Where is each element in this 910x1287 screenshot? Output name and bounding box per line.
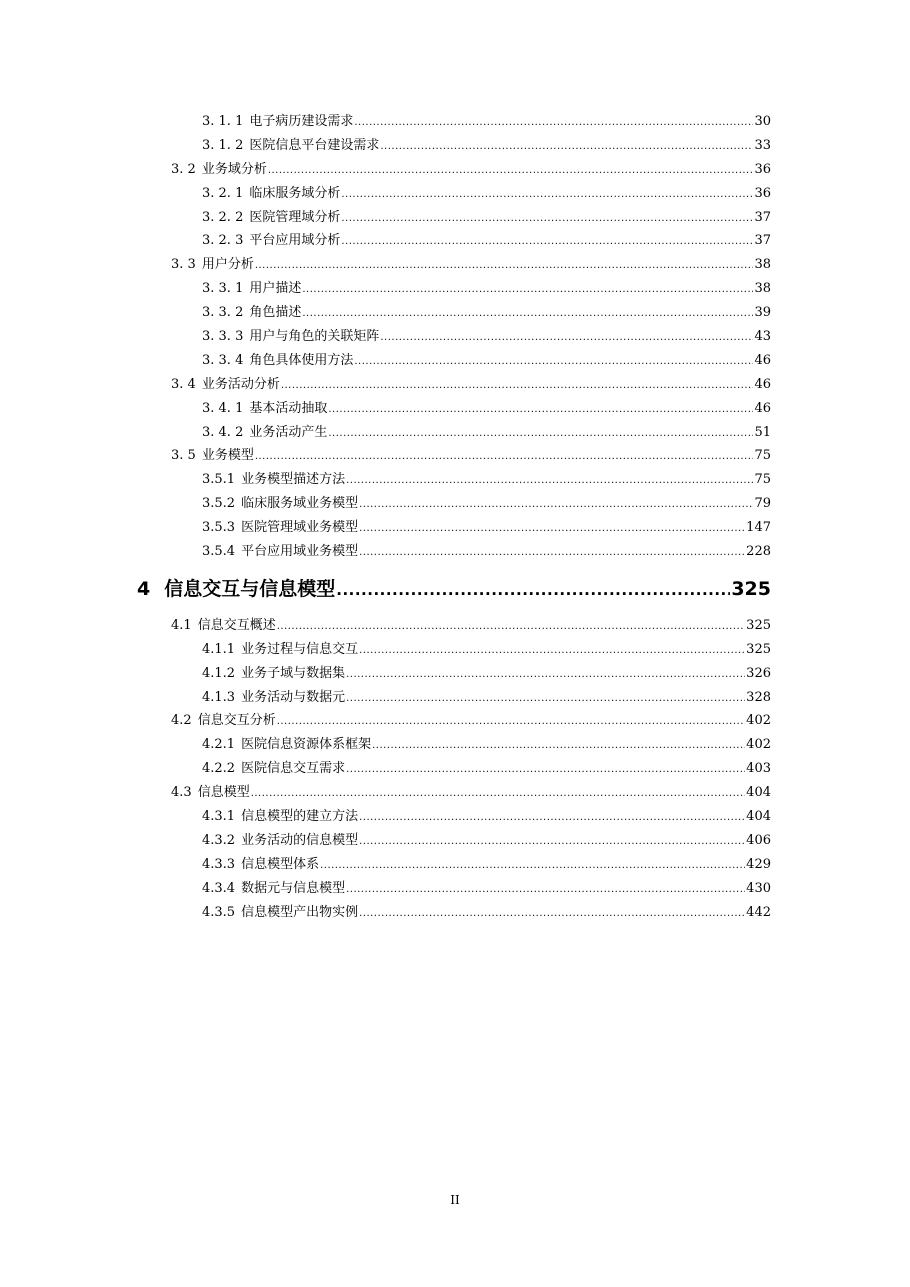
toc-entry-title: 业务活动产生 — [249, 424, 328, 440]
toc-entry-title: 信息模型产出物实例 — [241, 904, 359, 920]
toc-entry-title: 信息模型体系 — [241, 856, 320, 872]
dot-leader — [341, 206, 753, 231]
toc-entry-number: 4.3.3 — [202, 856, 236, 872]
toc-entry-level-3[interactable] — [0, 757, 771, 781]
dot-leader — [341, 182, 753, 207]
toc-entry-number: 3. 1. 1 — [202, 114, 244, 129]
dot-leader — [302, 277, 753, 302]
dot-leader — [255, 253, 754, 278]
toc-entry-title: 业务模型 — [201, 448, 254, 464]
toc-entry-level-3[interactable] — [0, 110, 771, 134]
toc-entry-page: 37 — [754, 209, 771, 225]
toc-entry-page: 403 — [746, 761, 771, 777]
toc-entry-title: 用户分析 — [201, 257, 254, 273]
toc-entry-page: 429 — [746, 856, 771, 872]
toc-entry-level-3[interactable] — [0, 206, 771, 230]
toc-entry-title: 业务域分析 — [201, 161, 267, 177]
toc-entry-level-3[interactable] — [0, 877, 771, 901]
toc-entry-page: 326 — [746, 665, 771, 681]
toc-entry-number: 3. 4. 1 — [202, 400, 244, 416]
toc-entry-level-3[interactable] — [0, 853, 771, 877]
dot-leader — [251, 781, 745, 806]
toc-entry-number: 3. 3. 4 — [202, 352, 244, 368]
dot-leader — [277, 709, 745, 734]
toc-entry-title: 医院信息资源体系框架 — [241, 737, 372, 753]
toc-entry-page: 402 — [746, 737, 771, 753]
toc-entry-level-3[interactable] — [0, 662, 771, 686]
toc-entry-level-3[interactable] — [0, 349, 771, 373]
dot-leader — [359, 638, 745, 663]
toc-entry-title: 基本活动抽取 — [249, 400, 328, 416]
toc-entry-level-3[interactable] — [0, 421, 771, 445]
dot-leader — [341, 229, 753, 254]
toc-entry-number: 3. 2. 1 — [202, 185, 244, 201]
toc-entry-title: 业务活动与数据元 — [241, 689, 346, 705]
toc-entry-title: 信息交互与信息模型 — [164, 577, 336, 600]
toc-entry-level-3[interactable] — [0, 277, 771, 301]
dot-leader — [380, 325, 753, 350]
toc-entry-level-3[interactable] — [0, 468, 771, 492]
toc-entry-title: 用户描述 — [249, 281, 302, 297]
toc-entry-page: 30 — [754, 114, 771, 129]
toc-entry-level-2[interactable] — [0, 444, 771, 468]
toc-entry-page: 46 — [754, 400, 771, 416]
page-number-footer: II — [450, 1193, 460, 1207]
dot-leader — [277, 614, 745, 639]
toc-entry-number: 3. 3 — [171, 257, 196, 273]
toc-entry-page: 325 — [731, 577, 771, 600]
toc-entry-number: 3. 4 — [171, 376, 196, 392]
toc-entry-level-3[interactable] — [0, 540, 771, 564]
toc-entry-page: 43 — [754, 329, 771, 345]
toc-entry-page: 36 — [754, 185, 771, 201]
dot-leader — [359, 492, 753, 517]
toc-entry-page: 325 — [746, 641, 771, 657]
toc-entry-number: 4.3.5 — [202, 904, 236, 920]
dot-leader — [328, 421, 753, 446]
toc-entry-title: 信息交互分析 — [197, 713, 276, 729]
dot-leader — [359, 540, 745, 565]
toc-entry-number: 3.5.4 — [202, 544, 236, 560]
toc-entry-number: 3. 3. 3 — [202, 329, 244, 345]
toc-entry-page: 402 — [746, 713, 771, 729]
toc-entry-level-3[interactable] — [0, 134, 771, 158]
toc-entry-page: 33 — [754, 137, 771, 153]
toc-entry-title: 医院信息平台建设需求 — [249, 137, 380, 153]
toc-entry-title: 角色描述 — [249, 305, 302, 321]
toc-entry-number: 4.2 — [171, 713, 192, 729]
toc-entry-level-2[interactable] — [0, 158, 771, 182]
toc-entry-title: 信息模型的建立方法 — [241, 809, 359, 825]
toc-entry-number: 4.3.1 — [202, 809, 236, 825]
dot-leader — [281, 373, 754, 398]
dot-leader — [328, 397, 753, 422]
toc-entry-title: 角色具体使用方法 — [249, 352, 354, 368]
toc-entry-number: 3. 4. 2 — [202, 424, 244, 440]
toc-entry-number: 3.5.1 — [202, 472, 236, 488]
dot-leader — [354, 349, 753, 374]
toc-entry-page: 406 — [746, 832, 771, 848]
toc-entry-page: 325 — [746, 617, 771, 633]
toc-entry-number: 4.1.2 — [202, 665, 236, 681]
dot-leader — [302, 301, 753, 326]
toc-entry-number: 3. 3. 2 — [202, 305, 244, 321]
toc-entry-page: 51 — [754, 424, 771, 440]
toc-entry-number: 3. 2. 2 — [202, 209, 244, 225]
table-of-contents — [0, 110, 910, 925]
toc-entry-page: 404 — [746, 809, 771, 825]
toc-entry-number: 4.3.4 — [202, 880, 236, 896]
toc-entry-page: 36 — [754, 161, 771, 177]
toc-entry-page: 430 — [746, 880, 771, 896]
dot-leader — [359, 516, 745, 541]
toc-entry-number: 4.1 — [171, 617, 192, 633]
toc-entry-level-3[interactable] — [0, 397, 771, 421]
toc-entry-page: 46 — [754, 376, 771, 392]
toc-entry-title: 平台应用域业务模型 — [241, 544, 359, 560]
toc-entry-level-2[interactable] — [0, 373, 771, 397]
dot-leader — [346, 877, 745, 902]
toc-entry-level-3[interactable] — [0, 638, 771, 662]
toc-entry-title: 数据元与信息模型 — [241, 880, 346, 896]
toc-entry-level-3[interactable] — [0, 301, 771, 325]
toc-entry-number: 4.2.1 — [202, 737, 236, 753]
toc-entry-title: 业务模型描述方法 — [241, 472, 346, 488]
toc-entry-number: 3.5.3 — [202, 520, 236, 536]
toc-entry-level-3[interactable] — [0, 182, 771, 206]
toc-entry-page: 328 — [746, 689, 771, 705]
toc-entry-title: 业务活动分析 — [201, 376, 280, 392]
toc-entry-number: 3. 2 — [171, 161, 196, 177]
toc-entry-number: 4.3.2 — [202, 832, 236, 848]
dot-leader — [255, 444, 754, 469]
toc-entry-title: 医院管理域业务模型 — [241, 520, 359, 536]
toc-entry-level-2[interactable] — [0, 253, 771, 277]
toc-entry-page: 79 — [754, 496, 771, 512]
toc-entry-number: 4.2.2 — [202, 761, 236, 777]
toc-entry-page: 147 — [746, 520, 771, 536]
toc-entry-number: 4 — [137, 577, 151, 600]
toc-entry-level-3[interactable] — [0, 686, 771, 710]
dot-leader — [359, 901, 745, 926]
toc-entry-page: 38 — [754, 257, 771, 273]
dot-leader — [346, 686, 745, 711]
toc-entry-title: 用户与角色的关联矩阵 — [249, 329, 380, 345]
toc-entry-title: 业务过程与信息交互 — [241, 641, 359, 657]
dot-leader — [359, 829, 745, 854]
toc-entry-number: 3. 5 — [171, 448, 196, 464]
toc-entry-page: 75 — [754, 472, 771, 488]
dot-leader — [354, 110, 753, 135]
toc-entry-title: 信息模型 — [197, 785, 250, 801]
toc-entry-title: 电子病历建设需求 — [249, 114, 354, 129]
toc-entry-level-3[interactable] — [0, 516, 771, 540]
toc-entry-page: 38 — [754, 281, 771, 297]
dot-leader — [359, 805, 745, 830]
toc-entry-number: 3. 3. 1 — [202, 281, 244, 297]
toc-entry-page: 442 — [746, 904, 771, 920]
toc-entry-level-1[interactable] — [0, 567, 771, 611]
toc-entry-level-3[interactable] — [0, 325, 771, 349]
toc-entry-number: 3. 2. 3 — [202, 233, 244, 249]
toc-entry-number: 4.1.3 — [202, 689, 236, 705]
toc-entry-page: 39 — [754, 305, 771, 321]
toc-entry-page: 404 — [746, 785, 771, 801]
toc-entry-level-3[interactable] — [0, 901, 771, 925]
dot-leader — [380, 134, 753, 159]
toc-entry-title: 业务活动的信息模型 — [241, 832, 359, 848]
toc-entry-number: 4.1.1 — [202, 641, 236, 657]
dot-leader — [346, 468, 753, 493]
toc-entry-number: 3.5.2 — [202, 496, 236, 512]
toc-entry-page: 37 — [754, 233, 771, 249]
toc-entry-title: 临床服务域业务模型 — [241, 496, 359, 512]
dot-leader — [372, 733, 745, 758]
toc-entry-title: 业务子域与数据集 — [241, 665, 346, 681]
toc-entry-title: 医院信息交互需求 — [241, 761, 346, 777]
toc-entry-level-3[interactable] — [0, 733, 771, 757]
toc-entry-title: 信息交互概述 — [197, 617, 276, 633]
toc-entry-title: 平台应用域分析 — [249, 233, 341, 249]
toc-entry-level-3[interactable] — [0, 229, 771, 253]
toc-entry-level-2[interactable] — [0, 781, 771, 805]
toc-entry-page: 46 — [754, 352, 771, 368]
toc-entry-level-3[interactable] — [0, 492, 771, 516]
dot-leader — [346, 662, 745, 687]
toc-entry-level-2[interactable] — [0, 614, 771, 638]
toc-entry-title: 临床服务域分析 — [249, 185, 341, 201]
toc-entry-number: 4.3 — [171, 785, 192, 801]
dot-leader — [320, 853, 745, 878]
dot-leader — [336, 567, 730, 612]
toc-entry-page: 228 — [746, 544, 771, 560]
toc-entry-level-2[interactable] — [0, 709, 771, 733]
toc-entry-page: 75 — [754, 448, 771, 464]
toc-entry-number: 3. 1. 2 — [202, 137, 244, 153]
dot-leader — [346, 757, 745, 782]
toc-entry-level-3[interactable] — [0, 829, 771, 853]
toc-entry-title: 医院管理域分析 — [249, 209, 341, 225]
dot-leader — [268, 158, 754, 183]
toc-entry-level-3[interactable] — [0, 805, 771, 829]
